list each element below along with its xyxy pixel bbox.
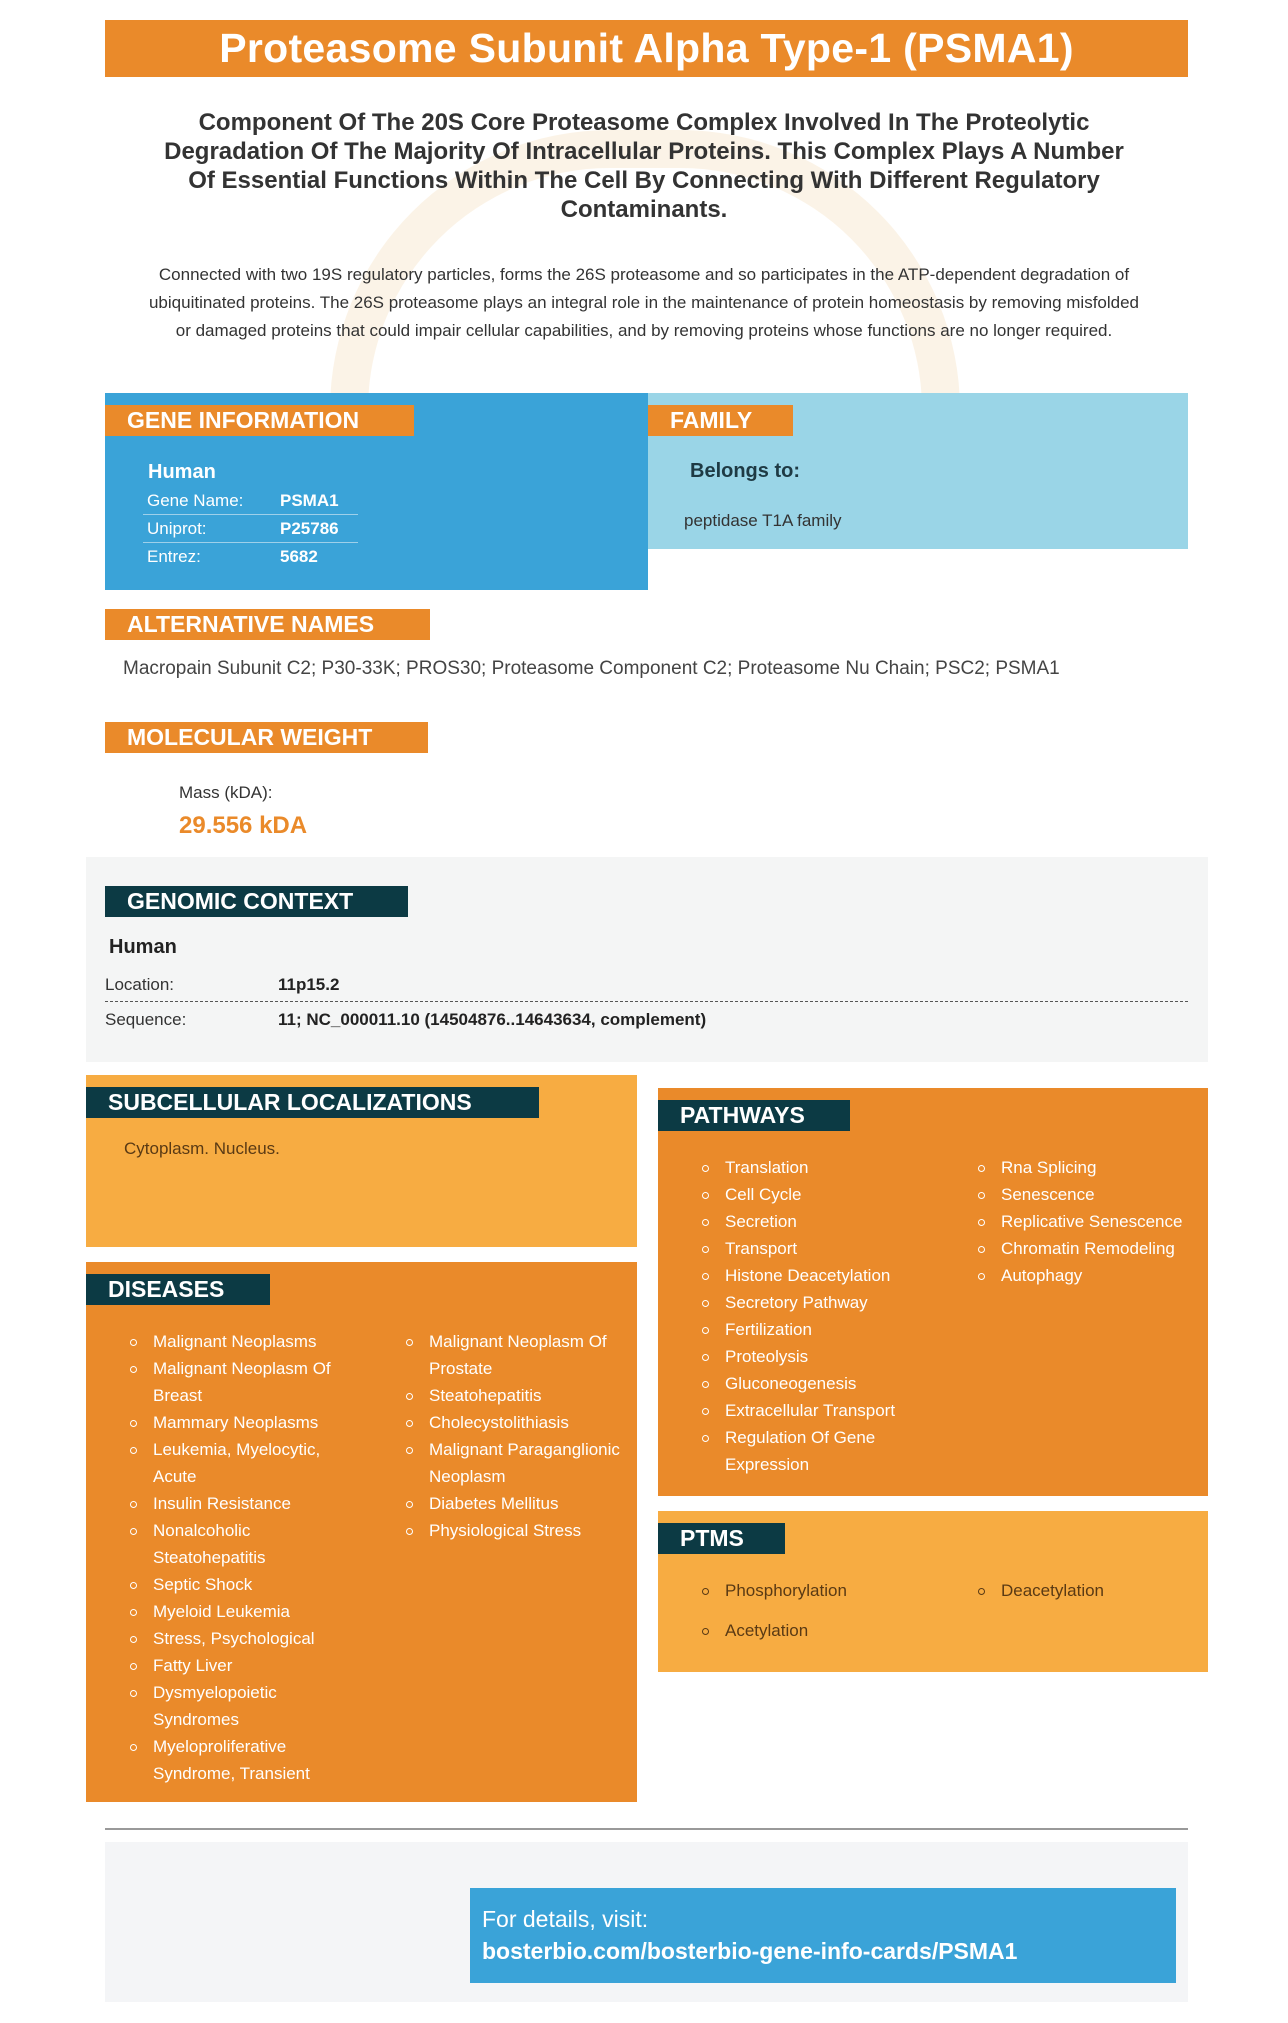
disease-item: Diabetes Mellitus	[405, 1490, 625, 1517]
ptm-item: Deacetylation	[977, 1577, 1197, 1604]
details-link-box[interactable]	[470, 1888, 1176, 1983]
disease-item: Malignant Neoplasm Of Prostate	[405, 1328, 625, 1382]
protein-summary: Component Of The 20S Core Proteasome Complex Involved In The Proteolytic Degradation Of The Majority Of Intracellular Proteins. This Complex Plays A Number Of Essential Functions Within The Cell By Connecting With Different Regulatory Contaminants.	[164, 109, 1124, 223]
pathway-item: Cell Cycle	[701, 1181, 941, 1208]
pathways-list-col1	[701, 1154, 941, 1478]
pathway-item: Gluconeogenesis	[701, 1370, 941, 1397]
genomic-context-header: GENOMIC CONTEXT	[105, 886, 408, 917]
genomic-context-panel	[86, 857, 1208, 1062]
entrez-row	[143, 543, 358, 571]
disease-item: Nonalcoholic Steatohepatitis	[129, 1517, 349, 1571]
family-header: FAMILY	[648, 405, 793, 436]
disease-item: Leukemia, Myelocytic, Acute	[129, 1436, 349, 1490]
disease-item: Septic Shock	[129, 1571, 349, 1598]
disease-item: Insulin Resistance	[129, 1490, 349, 1517]
gene-information-panel	[105, 393, 648, 590]
details-label: For details, visit:	[482, 1906, 649, 1932]
sequence-value: 11; NC_000011.10 (14504876..14643634, complement)	[278, 1010, 707, 1029]
mass-label: Mass (kDA):	[179, 783, 273, 802]
family-value: peptidase T1A family	[684, 511, 842, 530]
disease-item: Physiological Stress	[405, 1517, 625, 1544]
gene-species: Human	[148, 461, 216, 483]
disease-item: Fatty Liver	[129, 1652, 349, 1679]
pathways-header: PATHWAYS	[658, 1100, 850, 1131]
subcellular-value: Cytoplasm. Nucleus.	[124, 1139, 280, 1158]
pathway-item: Transport	[701, 1235, 941, 1262]
pathway-item: Rna Splicing	[977, 1154, 1197, 1181]
subcellular-header: SUBCELLULAR LOCALIZATIONS	[86, 1087, 539, 1118]
footer-divider	[105, 1828, 1188, 1830]
ptms-panel	[658, 1511, 1208, 1672]
pathways-panel	[658, 1088, 1208, 1496]
disease-item: Cholecystolithiasis	[405, 1409, 625, 1436]
gene-information-header: GENE INFORMATION	[105, 405, 414, 436]
gene-name-label: Gene Name:	[147, 491, 244, 510]
pathway-item: Chromatin Remodeling	[977, 1235, 1197, 1262]
gene-name-row	[143, 487, 358, 515]
ptms-header: PTMS	[658, 1523, 785, 1554]
sequence-row	[105, 1003, 1188, 1037]
pathway-item: Proteolysis	[701, 1343, 941, 1370]
pathways-list-col2	[977, 1154, 1197, 1289]
ptm-item: Phosphorylation	[701, 1577, 941, 1604]
pathway-item: Senescence	[977, 1181, 1197, 1208]
disease-item: Malignant Paraganglionic Neoplasm	[405, 1436, 625, 1490]
gene-name-value: PSMA1	[280, 491, 339, 510]
disease-item: Malignant Neoplasm Of Breast	[129, 1355, 349, 1409]
pathway-item: Autophagy	[977, 1262, 1197, 1289]
diseases-list-col2	[405, 1328, 625, 1544]
disease-item: Malignant Neoplasms	[129, 1328, 349, 1355]
alternative-names-value: Macropain Subunit C2; P30-33K; PROS30; Proteasome Component C2; Proteasome Nu Chain; PSC2; PSMA1	[123, 658, 1060, 679]
pathway-item: Secretory Pathway	[701, 1289, 941, 1316]
disease-item: Stress, Psychological	[129, 1625, 349, 1652]
disease-item: Mammary Neoplasms	[129, 1409, 349, 1436]
molecular-weight-header: MOLECULAR WEIGHT	[105, 722, 428, 753]
pathway-item: Extracellular Transport	[701, 1397, 941, 1424]
location-row	[105, 968, 1188, 1002]
genomic-species: Human	[109, 936, 177, 958]
sequence-label: Sequence:	[105, 1010, 187, 1029]
subcellular-localizations-panel	[86, 1075, 637, 1247]
location-value: 11p15.2	[278, 975, 340, 994]
ptm-item: Acetylation	[701, 1617, 941, 1644]
family-belongs-label: Belongs to:	[690, 460, 800, 482]
ptms-list-col2	[977, 1577, 1197, 1617]
mass-value: 29.556 kDA	[179, 812, 308, 839]
disease-item: Steatohepatitis	[405, 1382, 625, 1409]
uniprot-row	[143, 515, 358, 543]
family-panel	[648, 393, 1188, 549]
details-url-link[interactable]: bosterbio.com/bosterbio-gene-info-cards/PSMA1	[482, 1938, 1018, 1964]
title-banner	[105, 20, 1188, 77]
entrez-value: 5682	[280, 547, 318, 566]
uniprot-value: P25786	[280, 519, 339, 538]
alternative-names-header: ALTERNATIVE NAMES	[105, 609, 430, 640]
diseases-header: DISEASES	[86, 1274, 270, 1305]
pathway-item: Fertilization	[701, 1316, 941, 1343]
pathway-item: Secretion	[701, 1208, 941, 1235]
ptms-list-col1	[701, 1577, 941, 1657]
entrez-label: Entrez:	[147, 547, 201, 566]
diseases-list-col1	[129, 1328, 349, 1787]
disease-item: Myeloid Leukemia	[129, 1598, 349, 1625]
pathway-item: Histone Deacetylation	[701, 1262, 941, 1289]
pathway-item: Translation	[701, 1154, 941, 1181]
pathway-item: Regulation Of Gene Expression	[701, 1424, 941, 1478]
protein-description: Connected with two 19S regulatory particles, forms the 26S proteasome and so participates in the ATP-dependent degradation of ubiquitinated proteins. The 26S proteasome plays an integral role in the maintenance of protein homeostasis by removing misfolded or damaged proteins that could impair cellular capabilities, and by removing proteins whose functions are no longer required.	[148, 265, 1140, 340]
page-title: Proteasome Subunit Alpha Type-1 (PSMA1)	[219, 25, 1074, 71]
location-label: Location:	[105, 975, 174, 994]
uniprot-label: Uniprot:	[147, 519, 207, 538]
disease-item: Dysmyelopoietic Syndromes	[129, 1679, 349, 1733]
pathway-item: Replicative Senescence	[977, 1208, 1197, 1235]
disease-item: Myeloproliferative Syndrome, Transient	[129, 1733, 349, 1787]
diseases-panel	[86, 1262, 637, 1802]
